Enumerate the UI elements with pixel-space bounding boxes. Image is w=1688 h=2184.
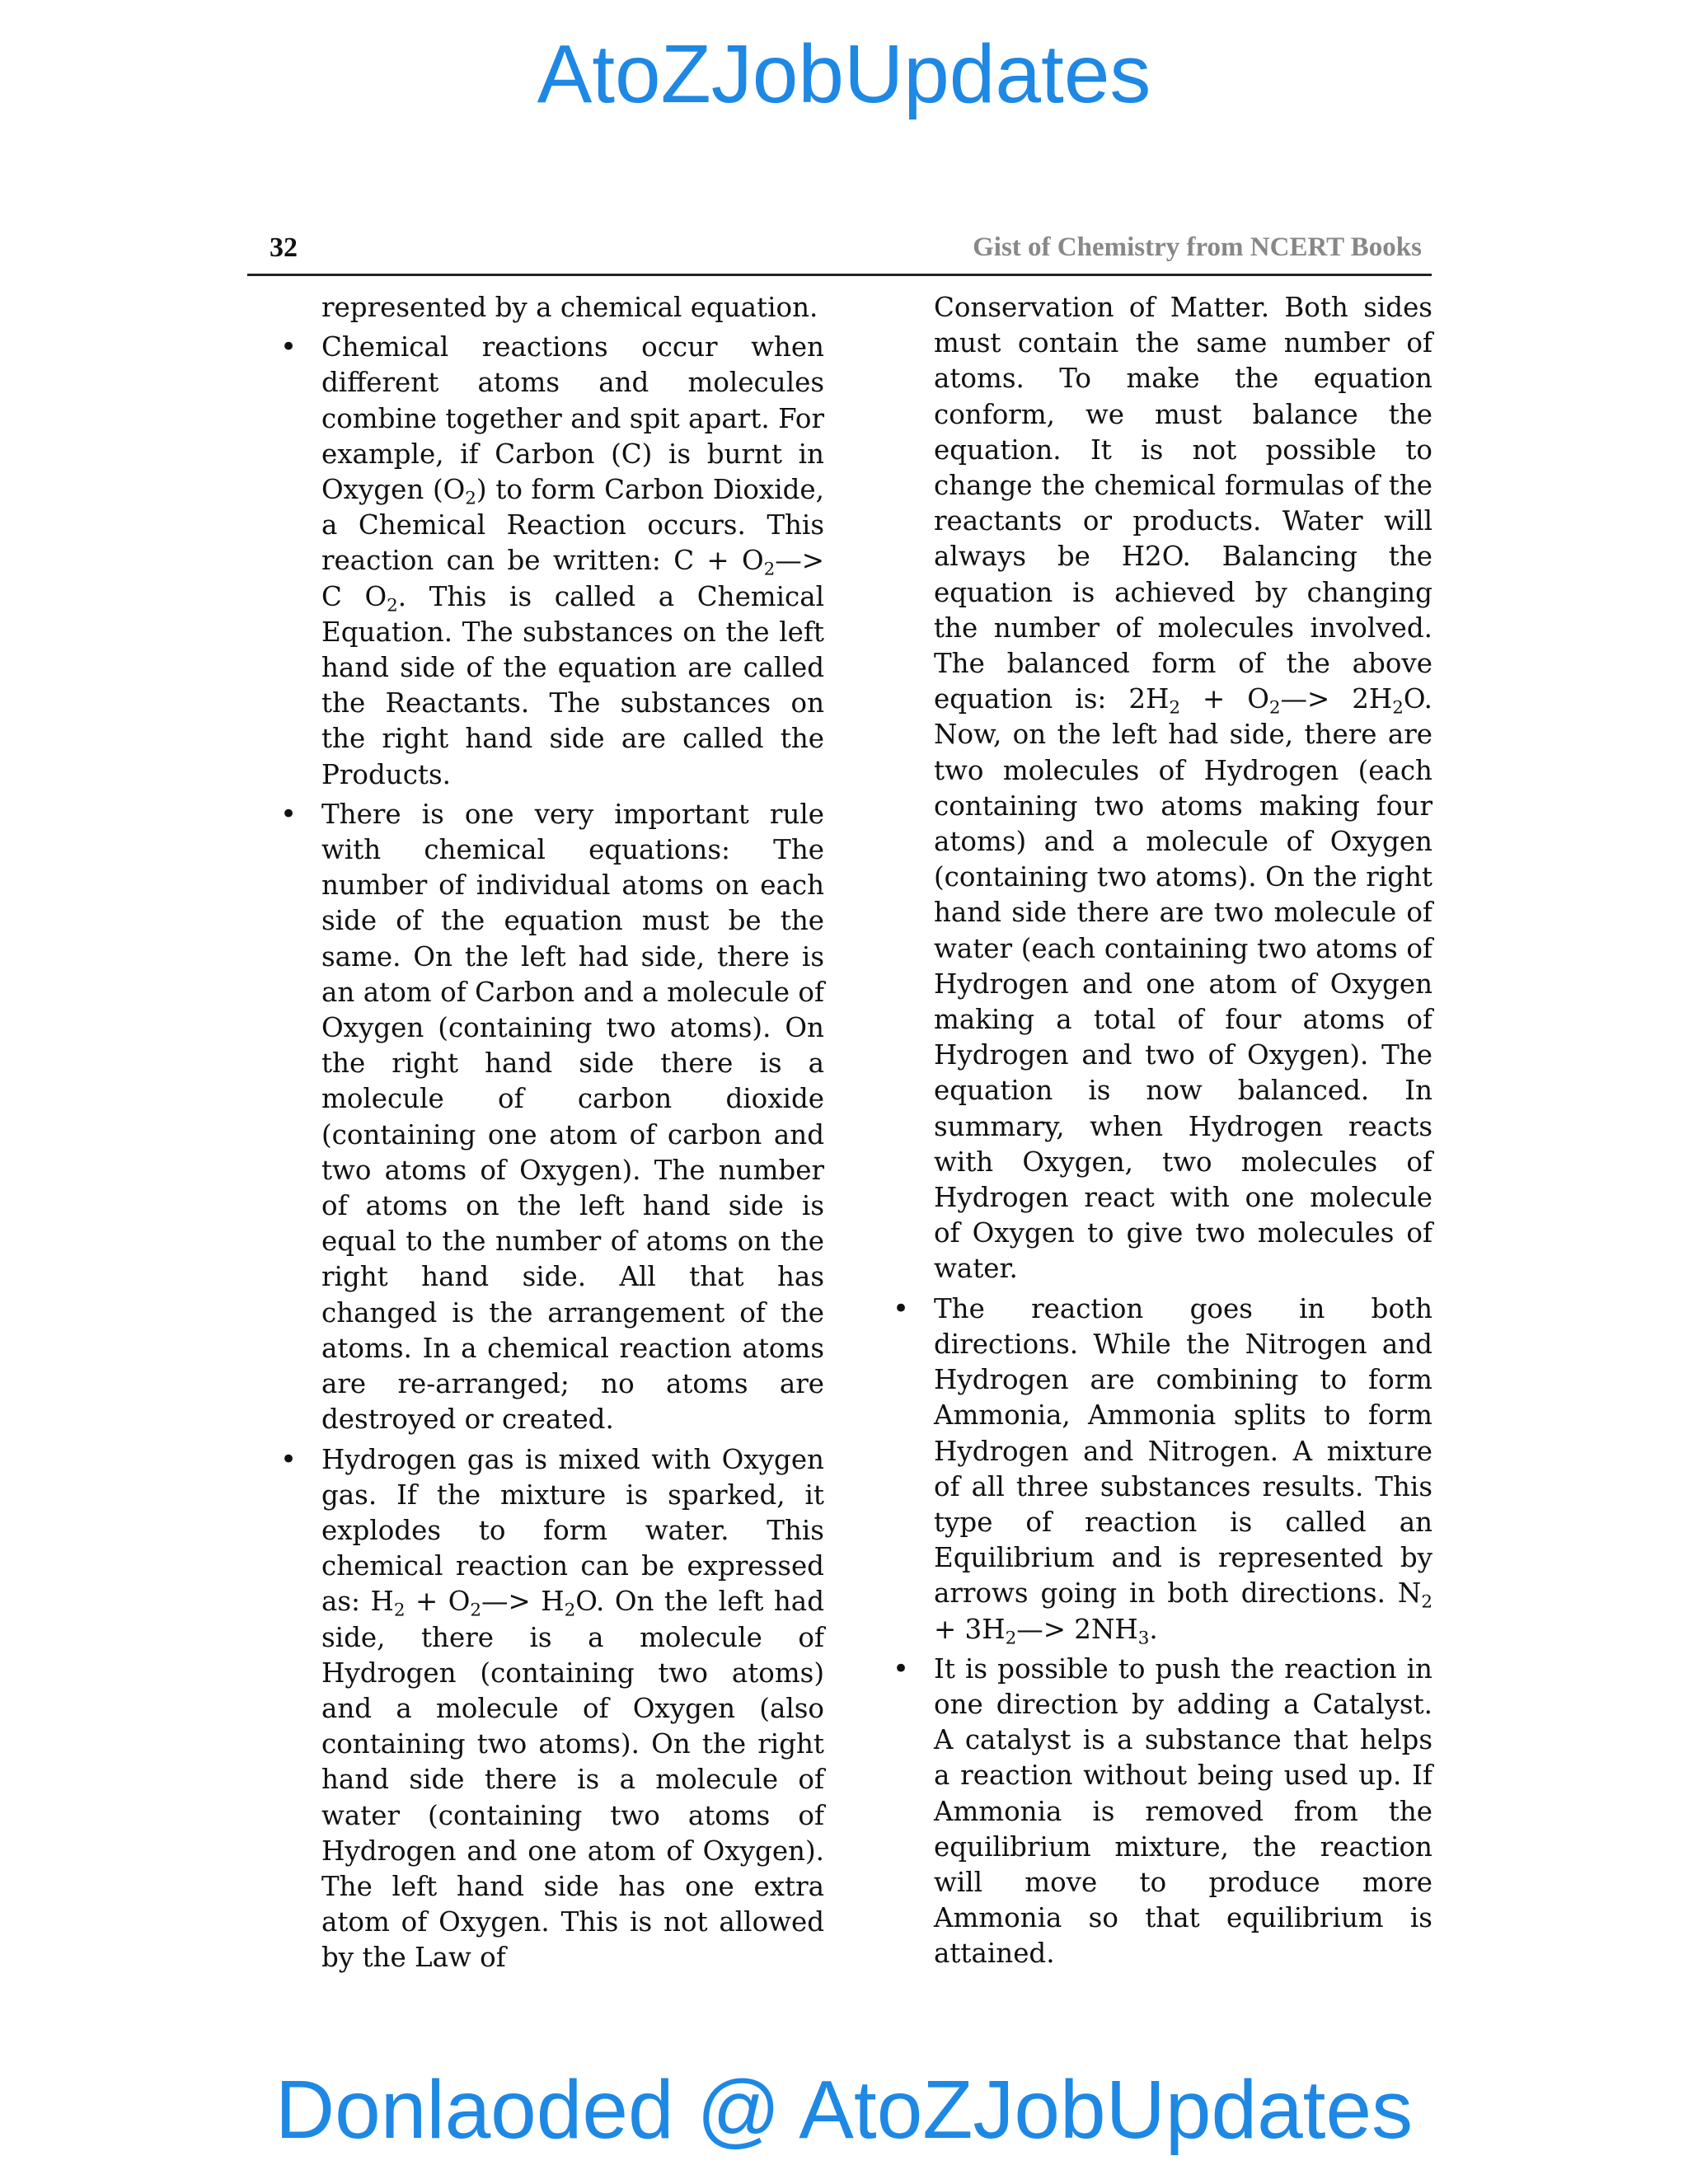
continuation-text: represented by a chemical equation. — [321, 292, 818, 323]
page-number: 32 — [270, 232, 298, 263]
list-item — [321, 1442, 824, 1976]
watermark-banner-top: AtoZJobUpdates — [537, 28, 1151, 120]
list-item — [934, 1652, 1432, 1972]
list-item — [934, 1291, 1432, 1647]
bullet-text: • It is possible to push the reaction in one direction by adding a Catalyst. A catalyst is a substance that helps a reaction without being used up. If Ammonia is removed from the equilibrium mixture, the reaction will move to produce more Ammonia so that equilibrium is attained. — [934, 1652, 1432, 1970]
bullet-text: • Hydrogen gas is mixed with Oxygen gas. If the mixture is sparked, it explodes to form water. This chemical reaction can be expressed as: $H_2$ + $O_2—> H_2O$. On the left had side, there is a molecule of Hydrogen (containing two atoms) and a molecule of Oxygen (also containing two atoms). On the right hand side there is a molecule of water (containing two atoms of Hydrogen and one atom of Oxygen). The left hand side has one extra atom of Oxygen. This is not allowed by the Law of — [321, 1443, 824, 1974]
bullet-list — [321, 330, 824, 1975]
bullet-list — [934, 1291, 1432, 1972]
list-item — [321, 330, 824, 793]
list-item — [321, 797, 824, 1438]
left-column — [321, 290, 824, 1976]
book-title: Gist of Chemistry from NCERT Books — [973, 232, 1422, 262]
bullet-text: • There is one very important rule with chemical equations: The number of individual atoms on each side of the equation must be the same. On the left had side, there is an atom of Carbon and a molecule of Oxygen (containing two atoms). On the right hand side there is a molecule of carbon dioxide (containing one atom of carbon and two atoms of Oxygen). The number of atoms on the left hand side is equal to the number of atoms on the right hand side. All that has changed is the arrangement of the atoms. In a chemical reaction atoms are re-arranged; no atoms are destroyed or created. — [321, 798, 824, 1436]
running-header — [247, 232, 1432, 276]
watermark-banner-bottom: Donlaoded @ AtoZJobUpdates — [274, 2064, 1414, 2156]
continuation-text: Conservation of Matter. Both sides must contain the same number of atoms. To make the equation conform, we must balance the equation. It is not possible to change the chemical formulas of the reactants or products. Water will always be H2O. Balancing the equation is achieved by changing the number of molecules involved. The balanced form of the above equation is: $2H_2$ + $O_2—> 2H_2O$. Now, on the left had side, there are two molecules of Hydrogen (each containing two atoms making four atoms) and a molecule of Oxygen (containing two atoms). On the right hand side there are two molecule of water (each containing two atoms of Hydrogen and one atom of Oxygen making a total of four atoms of Hydrogen and two of Oxygen). The equation is now balanced. In summary, when Hydrogen reacts with Oxygen, two molecules of Hydrogen react with one molecule of Oxygen to give two molecules of water. — [934, 292, 1432, 1285]
bullet-text: • The reaction goes in both directions. While the Nitrogen and Hydrogen are combining to form Ammonia, Ammonia splits to form Hydrogen and Nitrogen. A mixture of all three substances results. This type of reaction is called an Equilibrium and is represented by arrows going in both directions. $N_2$ + $3H_2—> 2NH_3$. — [934, 1292, 1432, 1648]
right-column — [934, 290, 1432, 1972]
bullet-text: • Chemical reactions occur when different atoms and molecules combine together and spit apart. For example, if Carbon (C) is burnt in Oxygen $(O_2)$ to form Carbon Dioxide, a Chemical Reaction occurs. This reaction can be written: $C + O_2—> C$ $O_2$. This is called a Chemical Equation. The substances on the left hand side of the equation are called the Reactants. The substances on the right hand side are called the Products. — [321, 331, 824, 790]
